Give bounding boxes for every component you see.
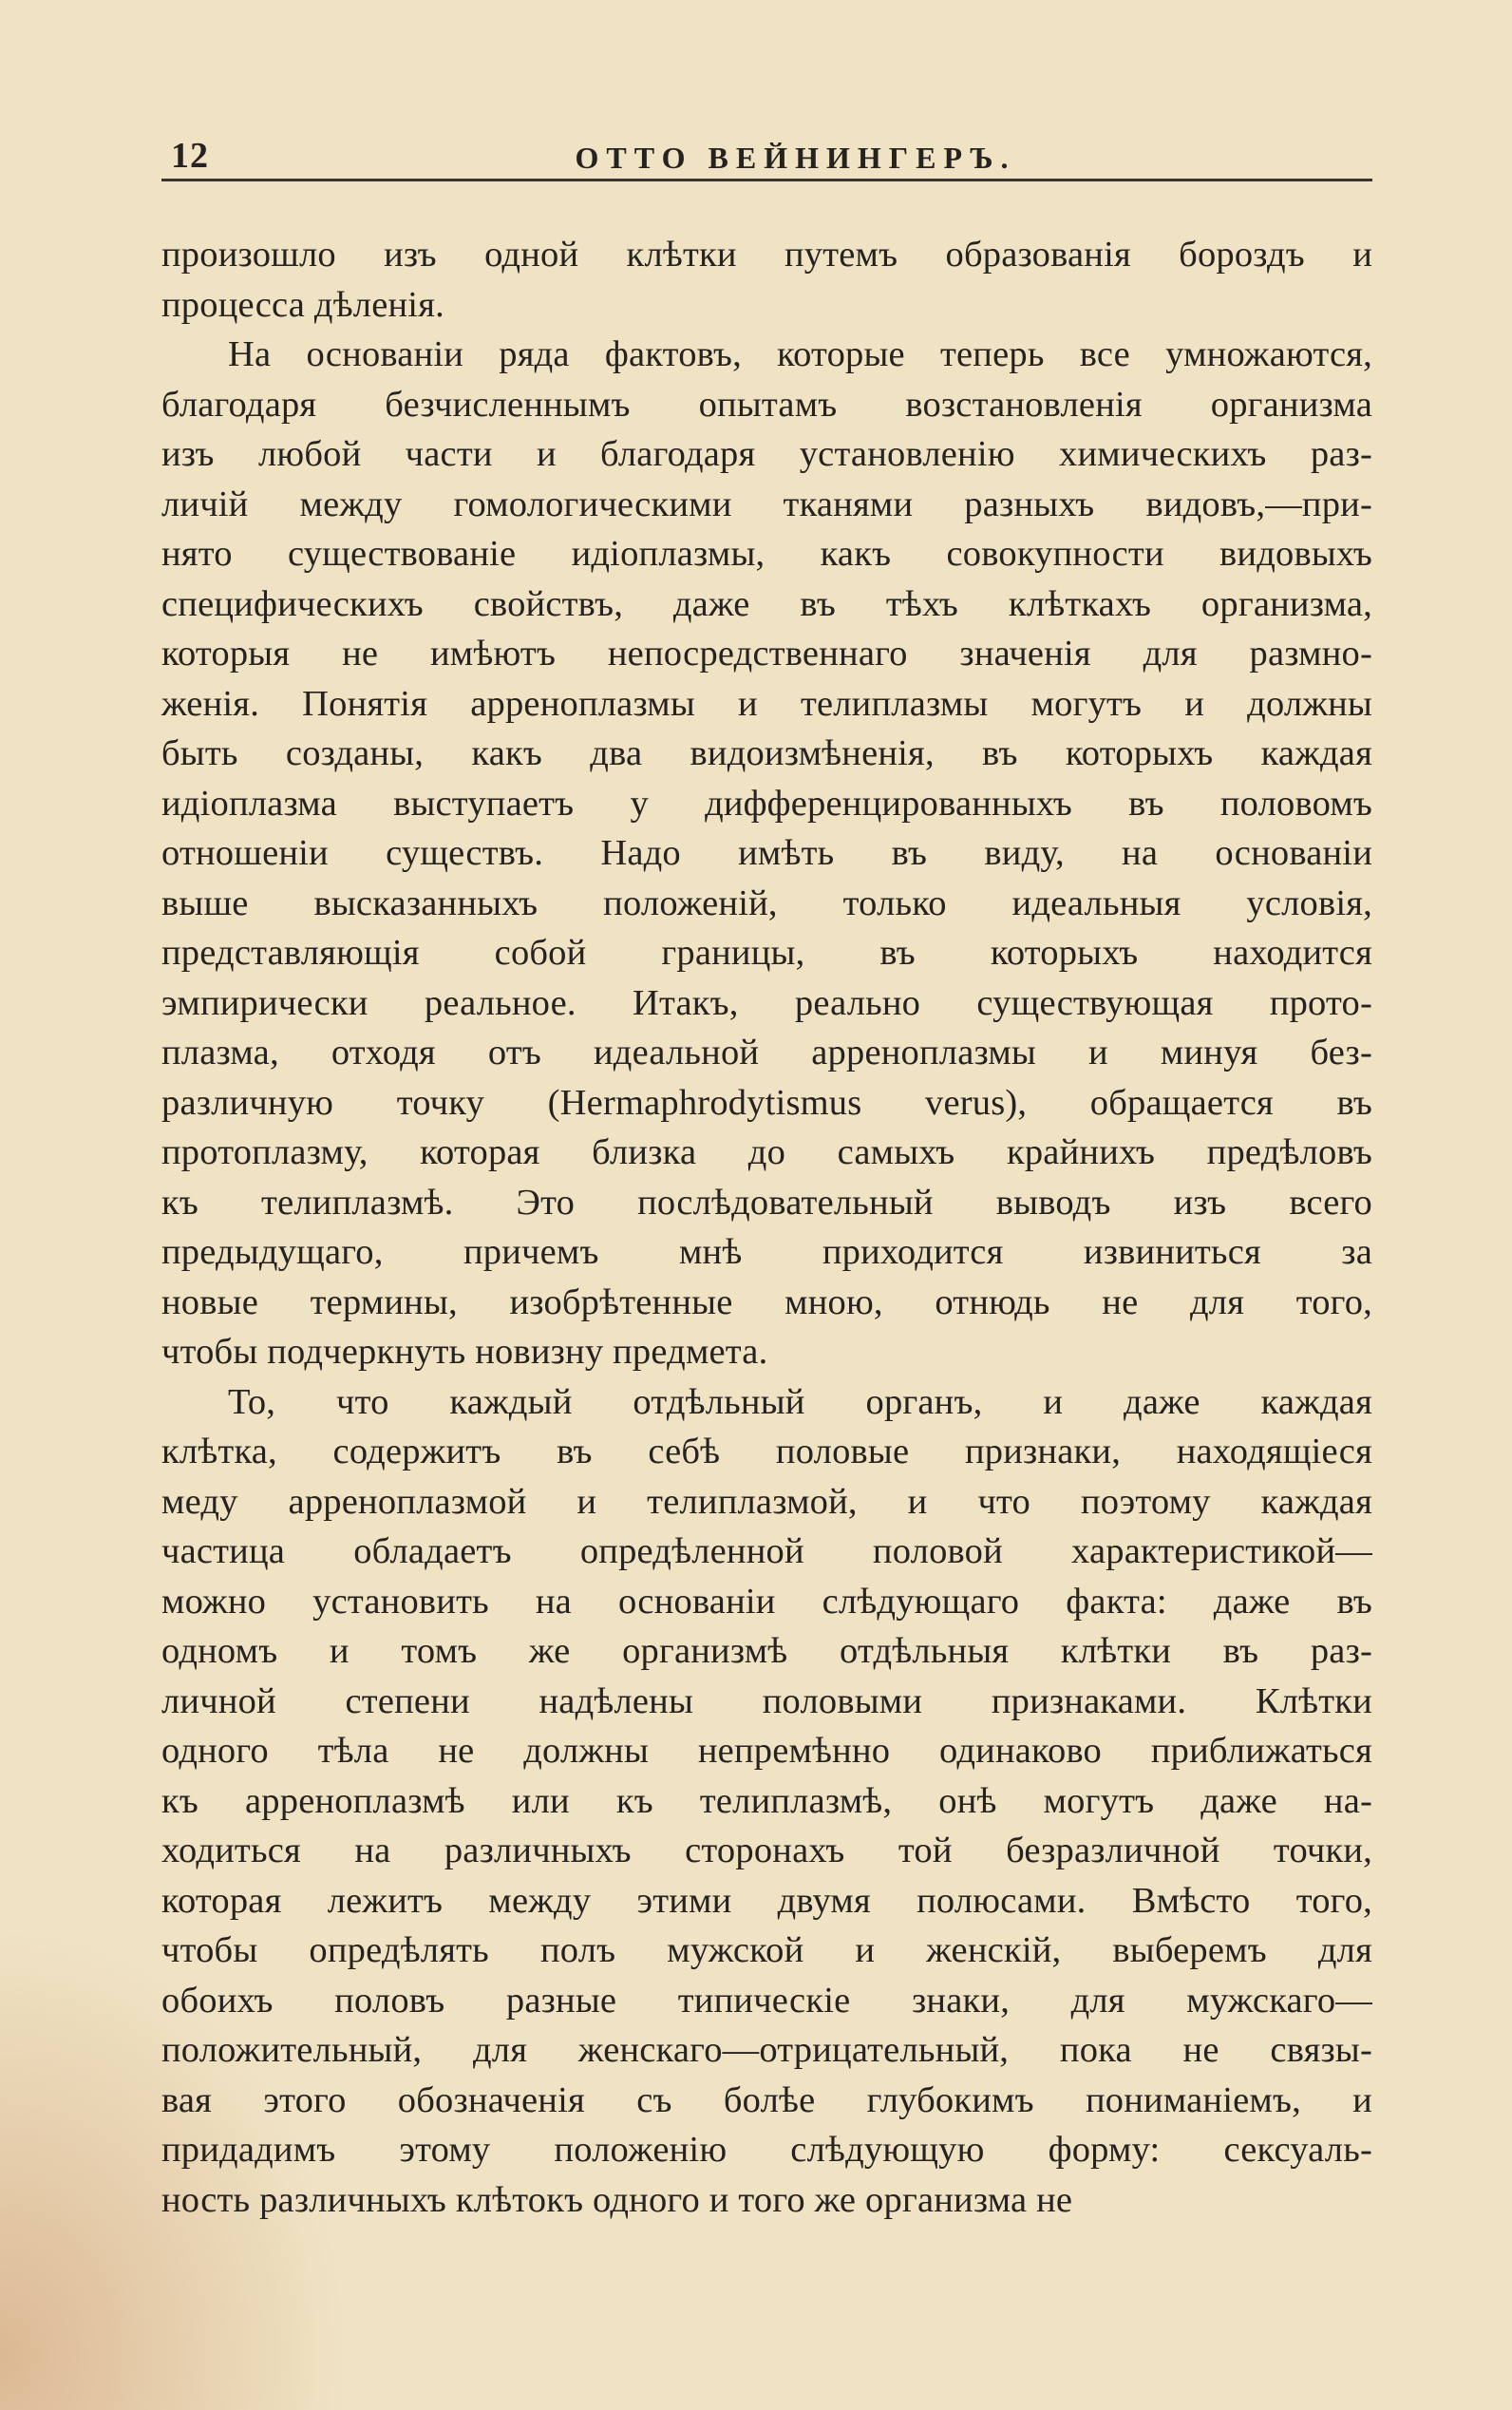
text-line: обоихъ половъ разные типическіе знаки, для мужскаго—	[161, 1980, 1372, 2021]
paragraph	[161, 330, 1372, 1377]
text-line: чтобы подчеркнуть новизну предмета.	[161, 1332, 768, 1372]
paragraph	[161, 1377, 1372, 2226]
text-line: новые термины, изобрѣтенные мною, отнюдь не для того,	[161, 1281, 1372, 1322]
text-line: выше высказанныхъ положеній, только идеальныя условія,	[161, 882, 1372, 923]
text-line: идіоплазма выступаетъ у дифференцированныхъ въ половомъ	[161, 783, 1372, 824]
text-line: предыдущаго, причемъ мнѣ приходится извиниться за	[161, 1232, 1372, 1272]
body-text	[161, 230, 1372, 2225]
running-header	[161, 131, 1372, 181]
text-line: произошло изъ одной клѣтки путемъ образованія бороздъ и	[161, 235, 1372, 275]
text-line: положительный, для женскаго—отрицательный, пока не связы-	[161, 2030, 1372, 2070]
text-line: личной степени надѣлены половыми признаками. Клѣтки	[161, 1680, 1372, 1721]
text-line: быть созданы, какъ два видоизмѣненія, въ которыхъ каждая	[161, 733, 1372, 773]
text-line: То, что каждый отдѣльный органъ, и даже каждая	[228, 1381, 1372, 1422]
text-line: эмпирически реальное. Итакъ, реально существующая прото-	[161, 982, 1372, 1023]
text-line: личій между гомологическими тканями разныхъ видовъ,—при-	[161, 484, 1372, 524]
text-line: представляющія собой границы, въ которыхъ находится	[161, 933, 1372, 973]
text-line: которая лежитъ между этими двумя полюсами. Вмѣсто того,	[161, 1880, 1372, 1921]
text-line: процесса дѣленія.	[161, 284, 444, 325]
text-line: различную точку (Hermaphrodytismus verus), обращается въ	[161, 1082, 1372, 1123]
text-line: которыя не имѣютъ непосредственнаго значенія для размно-	[161, 634, 1372, 674]
text-line: къ арреноплазмѣ или къ телиплазмѣ, онѣ могутъ даже на-	[161, 1780, 1372, 1821]
paragraph	[161, 230, 1372, 330]
text-line: клѣтка, содержитъ въ себѣ половые признаки, находящіеся	[161, 1432, 1372, 1471]
page-number: 12	[171, 136, 209, 176]
text-line: одного тѣла не должны непремѣнно одинаково приближаться	[161, 1731, 1372, 1771]
text-line: благодаря безчисленнымъ опытамъ возстановленія организма	[161, 384, 1372, 425]
text-line: къ телиплазмѣ. Это послѣдовательный выводъ изъ всего	[161, 1182, 1372, 1223]
text-line: меду арреноплазмой и телиплазмой, и что поэтому каждая	[161, 1481, 1372, 1522]
text-line: частица обладаетъ опредѣленной половой характеристикой—	[161, 1531, 1372, 1571]
text-line: протоплазму, которая близка до самыхъ крайнихъ предѣловъ	[161, 1132, 1372, 1172]
text-line: ность различныхъ клѣтокъ одного и того же организма не	[161, 2179, 1073, 2220]
text-line: отношеніи существъ. Надо имѣть въ виду, на основаніи	[161, 833, 1372, 873]
text-line: На основаніи ряда фактовъ, которые теперь все умножаются,	[228, 334, 1372, 374]
text-line: женія. Понятія арреноплазмы и телиплазмы могутъ и должны	[161, 683, 1372, 724]
text-line: вая этого обозначенія съ болѣе глубокимъ пониманіемъ, и	[161, 2079, 1372, 2120]
text-line: изъ любой части и благодаря установленію химическихъ раз-	[161, 434, 1372, 474]
text-line: чтобы опредѣлять полъ мужской и женскій, выберемъ для	[161, 1930, 1372, 1970]
text-line: можно установить на основаніи слѣдующаго факта: даже въ	[161, 1581, 1372, 1622]
running-title: ОТТО ВЕЙНИНГЕРЪ.	[575, 141, 1016, 175]
text-line: одномъ и томъ же организмѣ отдѣльныя клѣтки въ раз-	[161, 1631, 1372, 1671]
text-line: плазма, отходя отъ идеальной арреноплазмы и минуя без-	[161, 1033, 1372, 1072]
text-line: нято существованіе идіоплазмы, какъ совокупности видовыхъ	[161, 534, 1372, 574]
text-line: придадимъ этому положенію слѣдующую форму: сексуаль-	[161, 2130, 1372, 2170]
text-line: ходиться на различныхъ сторонахъ той безразличной точки,	[161, 1831, 1372, 1870]
text-line: специфическихъ свойствъ, даже въ тѣхъ клѣткахъ организма,	[161, 583, 1372, 624]
